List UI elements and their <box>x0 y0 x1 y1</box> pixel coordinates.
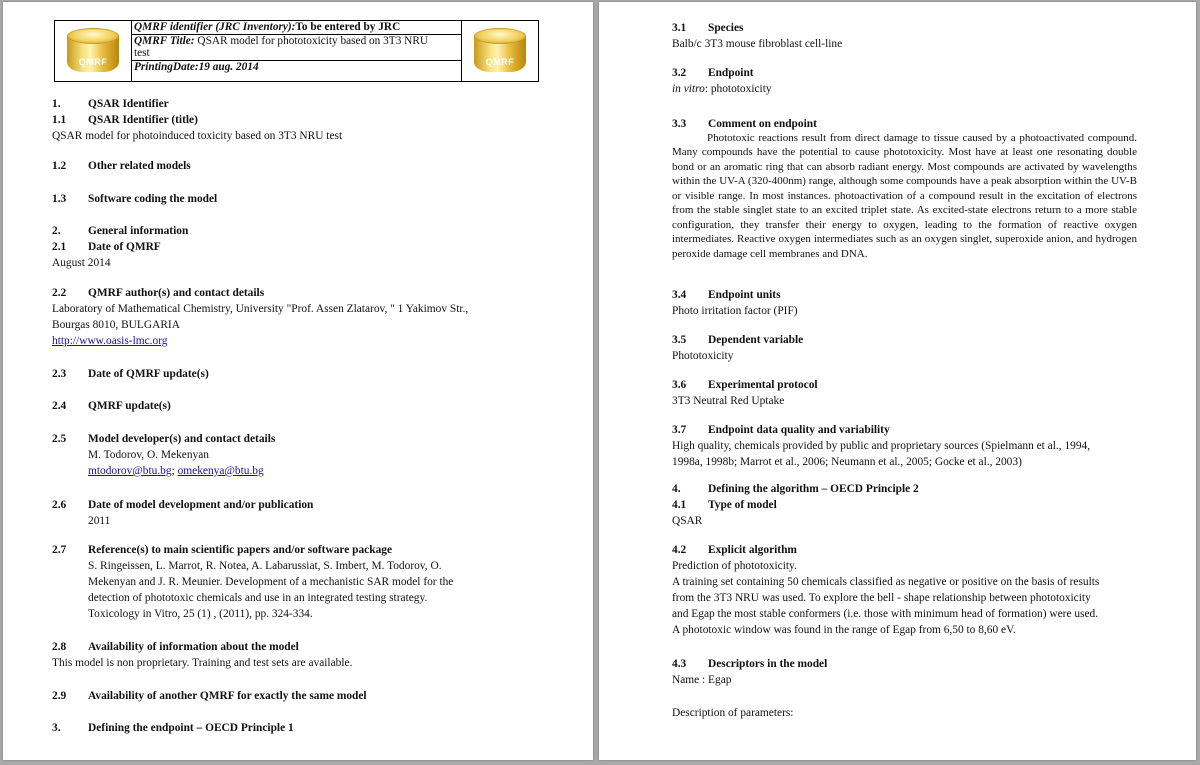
qmrf-logo-right <box>461 21 538 81</box>
algorithm-line: Prediction of phototoxicity. <box>672 560 797 572</box>
email-link-omekenya[interactable]: omekenya@btu.bg <box>177 465 264 477</box>
section-4-3-text2: Description of parameters: <box>672 707 794 719</box>
document-page-left <box>3 2 593 760</box>
section-3-1-text: Balb/c 3T3 mouse fibroblast cell-line <box>672 38 843 50</box>
section-3-6-text: 3T3 Neutral Red Uptake <box>672 395 785 407</box>
title-value: QSAR model for phototoxicity based on 3T3 NRU <box>197 34 429 47</box>
document-page-right <box>599 2 1196 760</box>
qmrf-logo-left <box>55 21 132 81</box>
section-4-1-text: QSAR <box>672 515 703 527</box>
algorithm-line: from the 3T3 NRU was used. To explore the bell - shape relationship between phototoxicity <box>672 592 1091 604</box>
header-printing-row <box>132 61 461 74</box>
algorithm-line: and Egap the most stable conformers (i.e. those with minimum head of formation) were used. <box>672 608 1099 620</box>
section-3-7-line2: 1998a, 1998b; Marrot et al., 2006; Neumann et al., 2005; Gocke et al., 2003) <box>672 456 1022 468</box>
section-3-2-heading: 3.2 Endpoint <box>672 67 754 79</box>
header-fields <box>132 21 461 81</box>
section-2-6-text: 2011 <box>88 515 111 527</box>
section-3-4-heading: 3.4 Endpoint units <box>672 289 781 301</box>
section-3-5-text: Phototoxicity <box>672 350 734 362</box>
section-3-6-heading: 3.6 Experimental protocol <box>672 379 818 391</box>
title-label: QMRF Title: <box>134 34 195 47</box>
algorithm-line: A phototoxic window was found in the range of Egap from 6,50 to 8,60 eV. <box>672 624 1016 636</box>
section-3-3-heading: 3.3 Comment on endpoint <box>672 118 817 130</box>
reference-line: detection of phototoxic chemicals and use in an integrated testing strategy. <box>88 592 428 604</box>
section-2-1-heading: 2.1 Date of QMRF <box>52 241 161 253</box>
section-2-heading: 2. General information <box>52 225 189 237</box>
section-2-2-heading: 2.2 QMRF author(s) and contact details <box>52 287 265 299</box>
section-3-4-text: Photo irritation factor (PIF) <box>672 305 798 317</box>
section-4-1-heading: 4.1 Type of model <box>672 499 777 511</box>
printing-value: 19 aug. 2014 <box>198 60 259 73</box>
qmrf-jar-icon <box>474 26 526 75</box>
email-link-mtodorov[interactable]: mtodorov@btu.bg <box>88 465 172 477</box>
section-3-5-heading: 3.5 Dependent variable <box>672 334 804 346</box>
section-4-3-text: Name : Egap <box>672 674 732 686</box>
section-3-7-line1: High quality, chemicals provided by public and proprietary sources (Spielmann et al., 1994, <box>672 440 1091 452</box>
section-1-1-text: QSAR model for photoinduced toxicity based on 3T3 NRU test <box>52 130 343 142</box>
section-2-5-names: M. Todorov, O. Mekenyan <box>88 449 210 461</box>
printing-label: PrintingDate: <box>134 60 199 73</box>
section-4-2-heading: 4.2 Explicit algorithm <box>672 544 797 556</box>
section-2-2-line1: Laboratory of Mathematical Chemistry, University "Prof. Assen Zlatarov, " 1 Yakimov Str., <box>52 303 469 315</box>
reference-line: Mekenyan and J. R. Meunier. Development of a mechanistic SAR model for the <box>88 576 454 588</box>
section-2-9-heading: 2.9 Availability of another QMRF for exactly the same model <box>52 690 367 702</box>
title-value-cont: test <box>134 47 150 59</box>
section-2-3-heading: 2.3 Date of QMRF update(s) <box>52 368 209 380</box>
reference-line: Toxicology in Vitro, 25 (1) , (2011), pp. 324-334. <box>88 608 313 620</box>
section-2-8-text: This model is non proprietary. Training and test sets are available. <box>52 657 353 669</box>
section-2-5-heading: 2.5 Model developer(s) and contact details <box>52 433 276 445</box>
section-2-5-emails: mtodorov@btu.bg; omekenya@btu.bg <box>88 465 264 477</box>
section-2-1-text: August 2014 <box>52 257 111 269</box>
section-1-3-heading: 1.3 Software coding the model <box>52 193 218 205</box>
section-1-2-heading: 1.2 Other related models <box>52 160 191 172</box>
section-3-1-heading: 3.1 Species <box>672 22 744 34</box>
section-3-heading: 3. Defining the endpoint – OECD Principle 1 <box>52 722 294 734</box>
section-2-6-heading: 2.6 Date of model development and/or publication <box>52 499 314 511</box>
section-2-2-line2: Bourgas 8010, BULGARIA <box>52 319 180 331</box>
algorithm-line: A training set containing 50 chemicals classified as negative or positive on the basis of results <box>672 576 1100 588</box>
section-3-7-heading: 3.7 Endpoint data quality and variability <box>672 424 890 436</box>
oasis-lmc-link[interactable]: http://www.oasis-lmc.org <box>52 335 168 347</box>
section-1-1-heading: 1.1 QSAR Identifier (title) <box>52 114 198 126</box>
qmrf-jar-icon <box>67 26 119 75</box>
header-title-row <box>132 35 461 61</box>
identifier-value: To be entered by JRC <box>295 21 401 33</box>
section-3-2-text: in vitro: phototoxicity <box>672 83 772 95</box>
logo-text: QMRF <box>78 57 108 67</box>
logo-text: QMRF <box>485 57 515 67</box>
identifier-label: QMRF identifier (JRC Inventory): <box>134 21 296 33</box>
qmrf-header-table <box>54 20 539 82</box>
section-4-heading: 4. Defining the algorithm – OECD Principle 2 <box>672 483 919 495</box>
section-4-3-heading: 4.3 Descriptors in the model <box>672 658 828 670</box>
section-2-8-heading: 2.8 Availability of information about the model <box>52 641 299 653</box>
section-2-4-heading: 2.4 QMRF update(s) <box>52 400 171 412</box>
section-3-3-paragraph: Phototoxic reactions result from direct damage to tissue caused by a photoactivated compound. Many compounds have the potential to cause phototoxicity. Most have at least one resonating double bond or an aromatic ring that can absorb radiant energy. Most compounds are activated by wavelengths within the UV-A (320-400nm) range, although some compounds have a peak absorption within the UV-B or visible range. In most instances. photoactivation of a compound result in the excitation of electrons from the stable singlet state to an excited triplet state. As excited-state electrons return to a more stable configuration, they transfer their energy to oxygen, leading to the formation of reactive oxygen intermediates. Reactive oxygen intermediates such as an oxygen singlet, superoxide anion, and hydrogen peroxide damage cell membranes and DNA. <box>672 132 1137 260</box>
section-2-7-heading: 2.7 Reference(s) to main scientific papers and/or software package <box>52 544 393 556</box>
header-identifier-row <box>132 21 461 35</box>
section-1-heading: 1. QSAR Identifier <box>52 98 169 110</box>
reference-line: S. Ringeissen, L. Marrot, R. Notea, A. Labarussiat, S. Imbert, M. Todorov, O. <box>88 560 442 572</box>
